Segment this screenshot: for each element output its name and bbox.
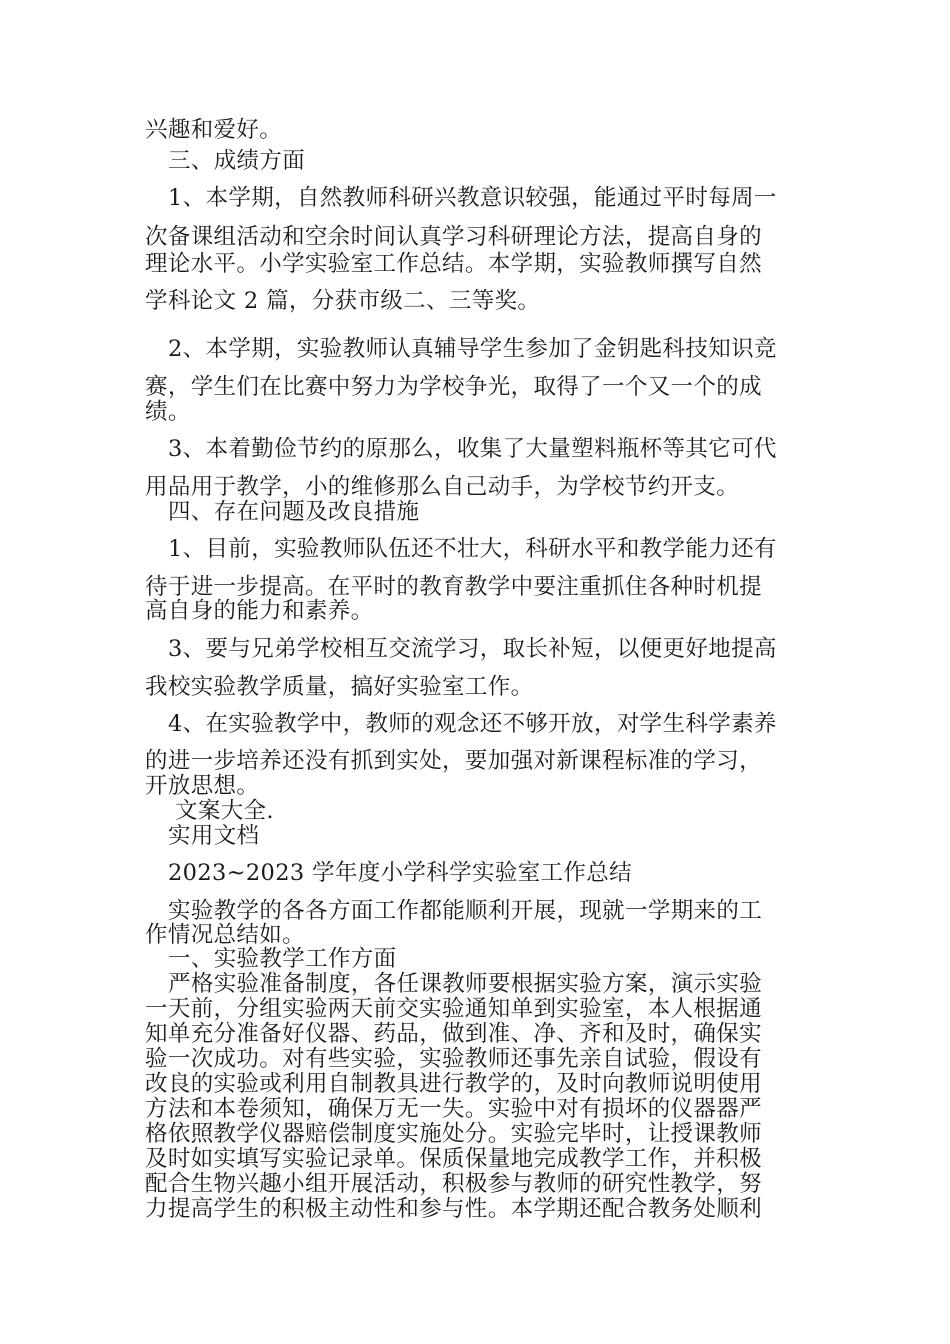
text-line: 的进一步培养还没有抓到实处，要加强对新课程标准的学习， [145, 748, 762, 774]
document-title: 2023~2023 学年度小学科学实验室工作总结 [168, 860, 632, 886]
text-line: 待于进一步提高。在平时的教育教学中要注重抓住各种时机提 [145, 574, 762, 600]
text-line: 知单充分准备好仪器、药品，做到准、净、齐和及时，确保实 [145, 1021, 762, 1047]
text-line: 2、本学期，实验教师认真辅导学生参加了金钥匙科技知识竞 [168, 336, 777, 362]
text-line: 开放思想。 [145, 773, 260, 799]
text-line: 用品用于教学，小的维修那么自己动手，为学校节约开支。 [145, 474, 740, 500]
text-line: 我校实验教学质量，搞好实验室工作。 [145, 674, 534, 700]
text-line: 理论水平。小学实验室工作总结。本学期，实验教师撰写自然 [145, 251, 762, 277]
text-line: 赛，学生们在比赛中努力为学校争光，取得了一个又一个的成 [145, 374, 762, 400]
text-line: 4、在实验教学中，教师的观念还不够开放，对学生科学素养 [168, 711, 777, 737]
text-line: 严格实验准备制度，各任课教师要根据实验方案，演示实验 [168, 971, 763, 997]
section-heading: 四、存在问题及改良措施 [168, 499, 420, 525]
text-line: 3、要与兄弟学校相互交流学习，取长补短，以便更好地提高 [168, 636, 777, 662]
text-line: 兴趣和爱好。 [145, 117, 283, 143]
text-line: 高自身的能力和素养。 [145, 598, 374, 624]
text-line: 次备课组活动和空余时间认真学习科研理论方法，提高自身的 [145, 224, 762, 250]
text-line: 作情况总结如。 [145, 922, 305, 948]
text-line: 格依照教学仪器赔偿制度实施处分。实验完毕时，让授课教师 [145, 1121, 762, 1147]
text-line: 3、本着勤俭节约的原那么，收集了大量塑料瓶杯等其它可代 [168, 436, 777, 462]
section-heading: 三、成绩方面 [168, 148, 306, 174]
text-line: 1、本学期，自然教师科研兴教意识较强，能通过平时每周一 [168, 185, 777, 211]
section-heading: 一、实验教学工作方面 [168, 946, 397, 972]
text-line: 及时如实填写实验记录单。保质保量地完成教学工作，并积极 [145, 1146, 762, 1172]
footer-label: 文案大全. [175, 798, 274, 824]
text-line: 1、目前，实验教师队伍还不壮大，科研水平和教学能力还有 [168, 536, 777, 562]
text-line: 方法和本卷须知，确保万无一失。实验中对有损坏的仪器器严 [145, 1096, 762, 1122]
text-line: 改良的实验或利用自制教具进行教学的，及时向教师说明使用 [145, 1071, 762, 1097]
text-line: 力提高学生的积极主动性和参与性。本学期还配合教务处顺利 [145, 1196, 762, 1222]
text-line: 验一次成功。对有些实验，实验教师还事先亲自试验，假设有 [145, 1046, 762, 1072]
text-line: 学科论文 2 篇，分获市级二、三等奖。 [145, 288, 541, 314]
text-line: 一天前，分组实验两天前交实验通知单到实验室，本人根据通 [145, 996, 762, 1022]
text-line: 实验教学的各各方面工作都能顺利开展，现就一学期来的工 [168, 898, 763, 924]
header-label: 实用文档 [168, 823, 260, 849]
text-line: 配合生物兴趣小组开展活动，积极参与教师的研究性教学，努 [145, 1171, 762, 1197]
text-line: 绩。 [145, 399, 191, 425]
